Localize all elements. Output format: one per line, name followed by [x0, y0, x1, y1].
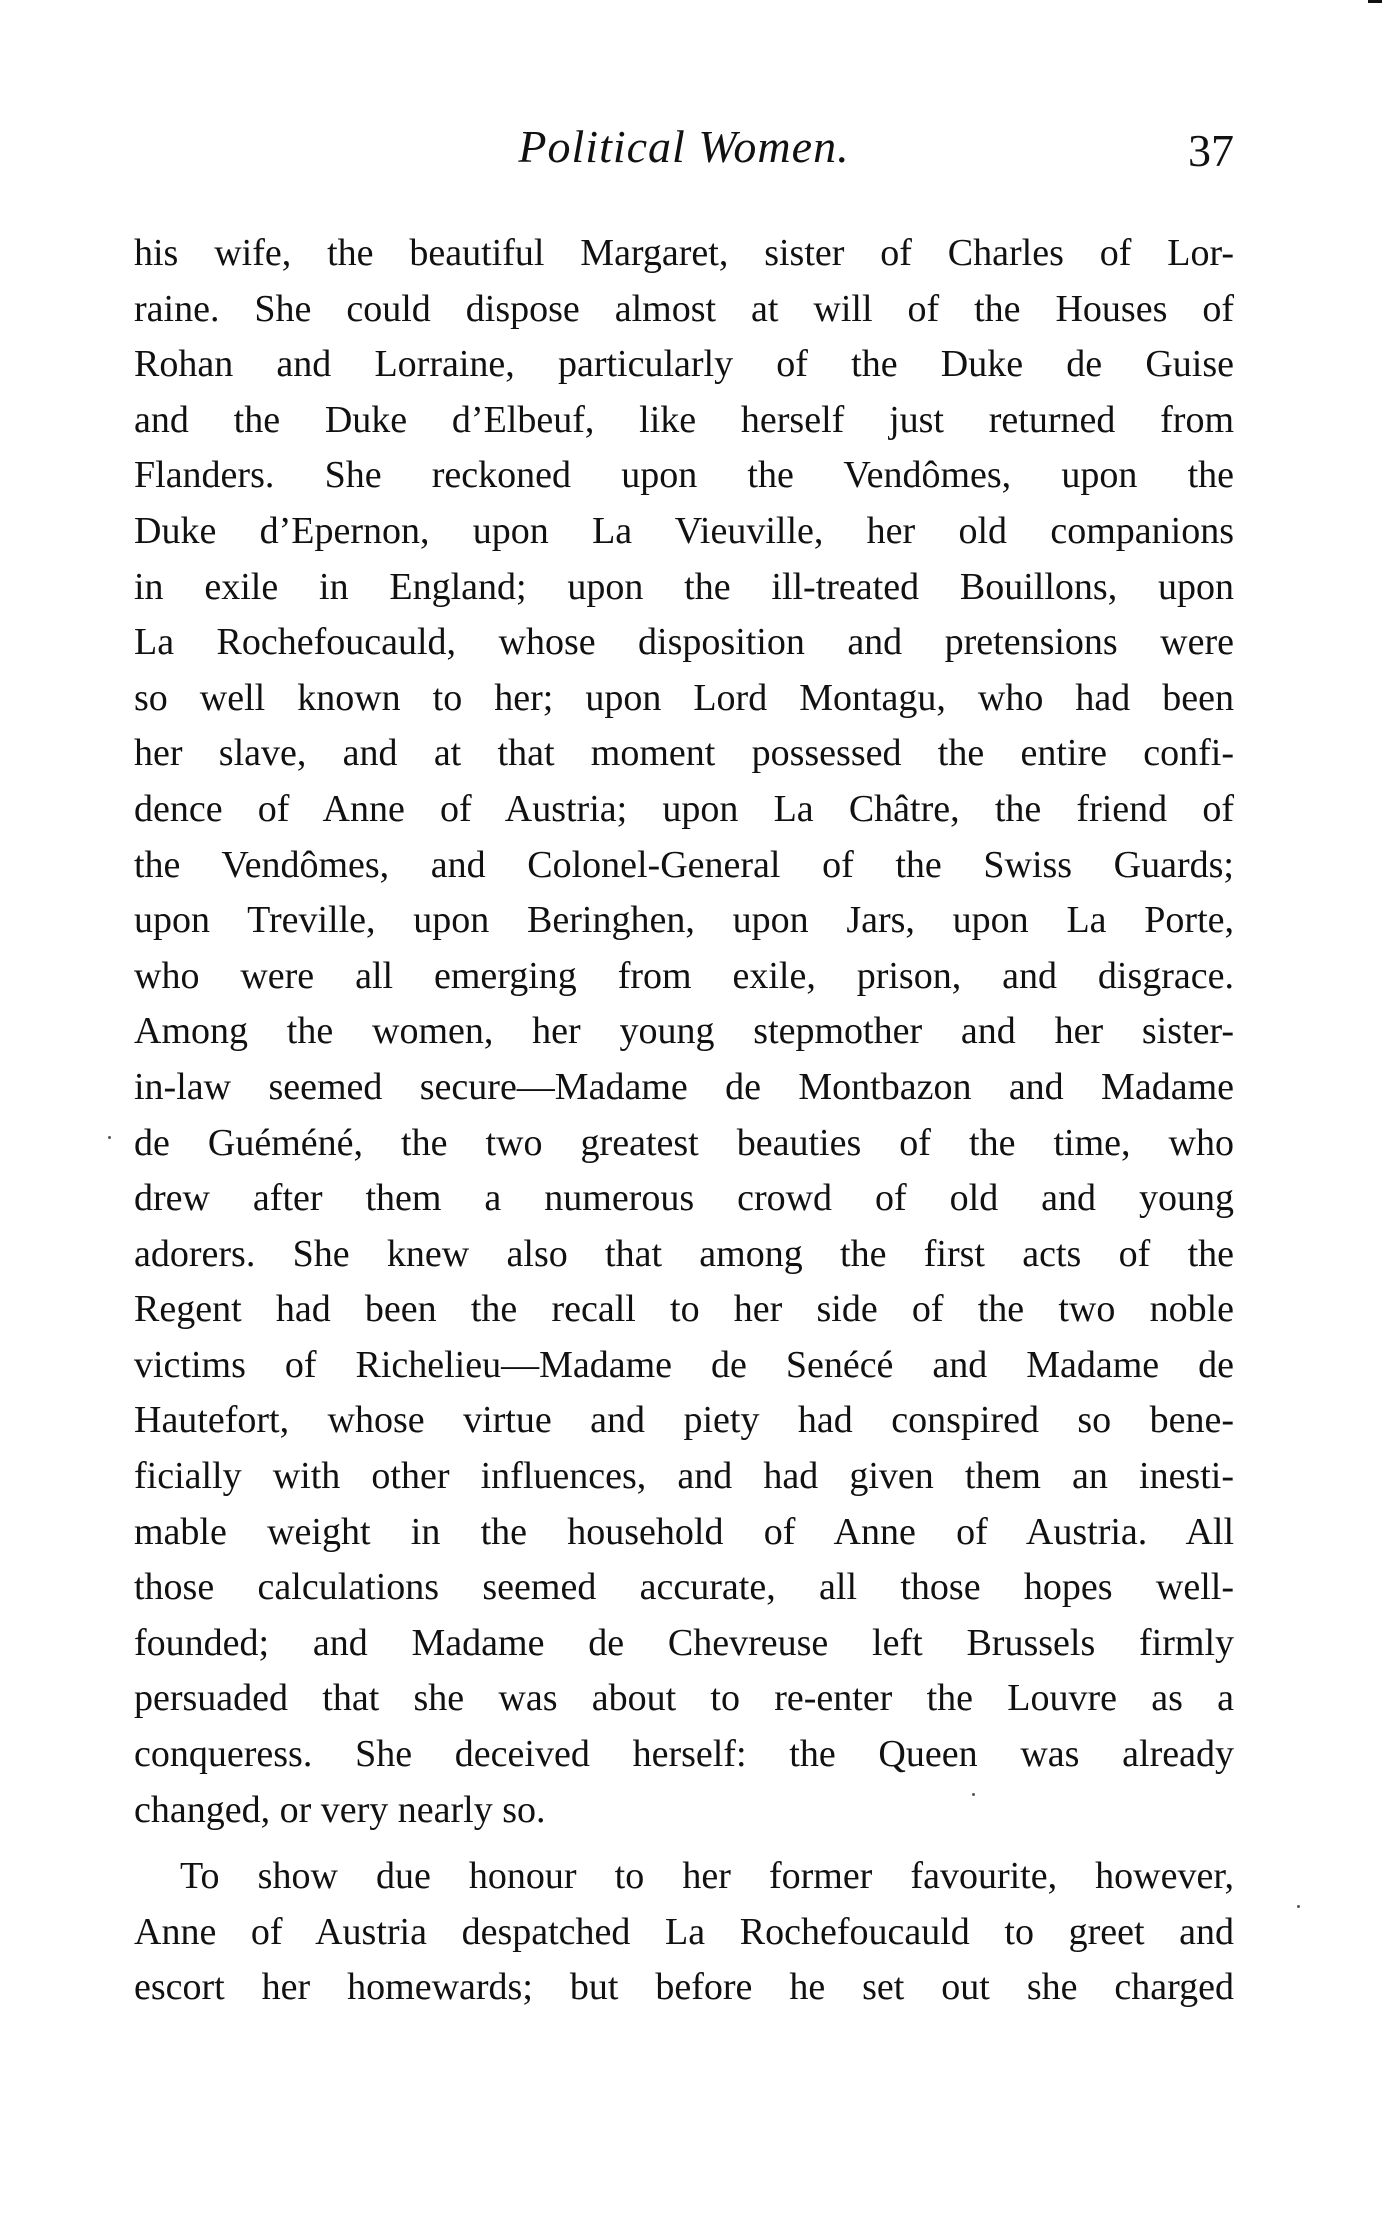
page-header [134, 120, 1234, 180]
text-line: adorers. She knew also that among the first acts of the [134, 1232, 1234, 1275]
text-line: upon Treville, upon Beringhen, upon Jars, upon La Porte, [134, 899, 1234, 942]
edge-rule [1368, 0, 1382, 3]
text-line: ficially with other influences, and had given them an inesti- [134, 1455, 1234, 1498]
text-line: the Vendômes, and Colonel-General of the Swiss Guards; [134, 843, 1234, 886]
text-line: Among the women, her young stepmother and her sister- [134, 1010, 1234, 1053]
text-line: escort her homewards; but before he set out she charged [134, 1966, 1234, 2009]
text-line: in exile in England; upon the ill-treated Bouillons, upon [134, 565, 1234, 608]
text-line: who were all emerging from exile, prison, and disgrace. [134, 954, 1234, 997]
text-line: his wife, the beautiful Margaret, sister of Charles of Lor- [134, 232, 1234, 274]
text-line: dence of Anne of Austria; upon La Châtre, the friend of [134, 787, 1234, 830]
running-title: Political Women. [518, 121, 850, 172]
text-line: Duke d’Epernon, upon La Vieuville, her old companions [134, 509, 1234, 552]
text-line: raine. She could dispose almost at will of the Houses of [134, 287, 1234, 330]
text-line: drew after them a numerous crowd of old and young [134, 1177, 1234, 1220]
text-line: victims of Richelieu—Madame de Senécé and Madame de [134, 1343, 1234, 1386]
text-line: and the Duke d’Elbeuf, like herself just returned from [134, 398, 1234, 441]
text-line: Flanders. She reckoned upon the Vendômes, upon the [134, 454, 1234, 497]
text-line: Rohan and Lorraine, particularly of the Duke de Guise [134, 343, 1234, 386]
page-number: 37 [1188, 125, 1234, 176]
body-text [134, 226, 1234, 2016]
text-line: persuaded that she was about to re-enter the Louvre as a [134, 1677, 1234, 1720]
text-line: Hautefort, whose virtue and piety had conspired so bene- [134, 1399, 1234, 1442]
text-line: mable weight in the household of Anne of Austria. All [134, 1510, 1234, 1553]
text-line: those calculations seemed accurate, all those hopes well- [134, 1566, 1234, 1609]
text-line: To show due honour to her former favourite, however, [180, 1855, 1234, 1898]
text-line: Regent had been the recall to her side of the two noble [134, 1288, 1234, 1331]
paragraph-gap [134, 1838, 1234, 1849]
paper-speck [1297, 1905, 1300, 1908]
paper-speck [972, 1793, 975, 1796]
text-line: changed, or very nearly so. [134, 1788, 546, 1831]
text-line: de Guéméné, the two greatest beauties of the time, who [134, 1121, 1234, 1164]
text-line: so well known to her; upon Lord Montagu, who had been [134, 676, 1234, 719]
text-line: conqueress. She deceived herself: the Queen was already [134, 1733, 1234, 1776]
paper-speck [108, 1136, 111, 1139]
text-line: La Rochefoucauld, whose disposition and pretensions were [134, 621, 1234, 664]
text-line: her slave, and at that moment possessed the entire confi- [134, 732, 1234, 775]
text-line: founded; and Madame de Chevreuse left Brussels firmly [134, 1621, 1234, 1664]
text-line: in-law seemed secure—Madame de Montbazon and Madame [134, 1065, 1234, 1108]
text-line: Anne of Austria despatched La Rochefoucauld to greet and [134, 1910, 1234, 1953]
